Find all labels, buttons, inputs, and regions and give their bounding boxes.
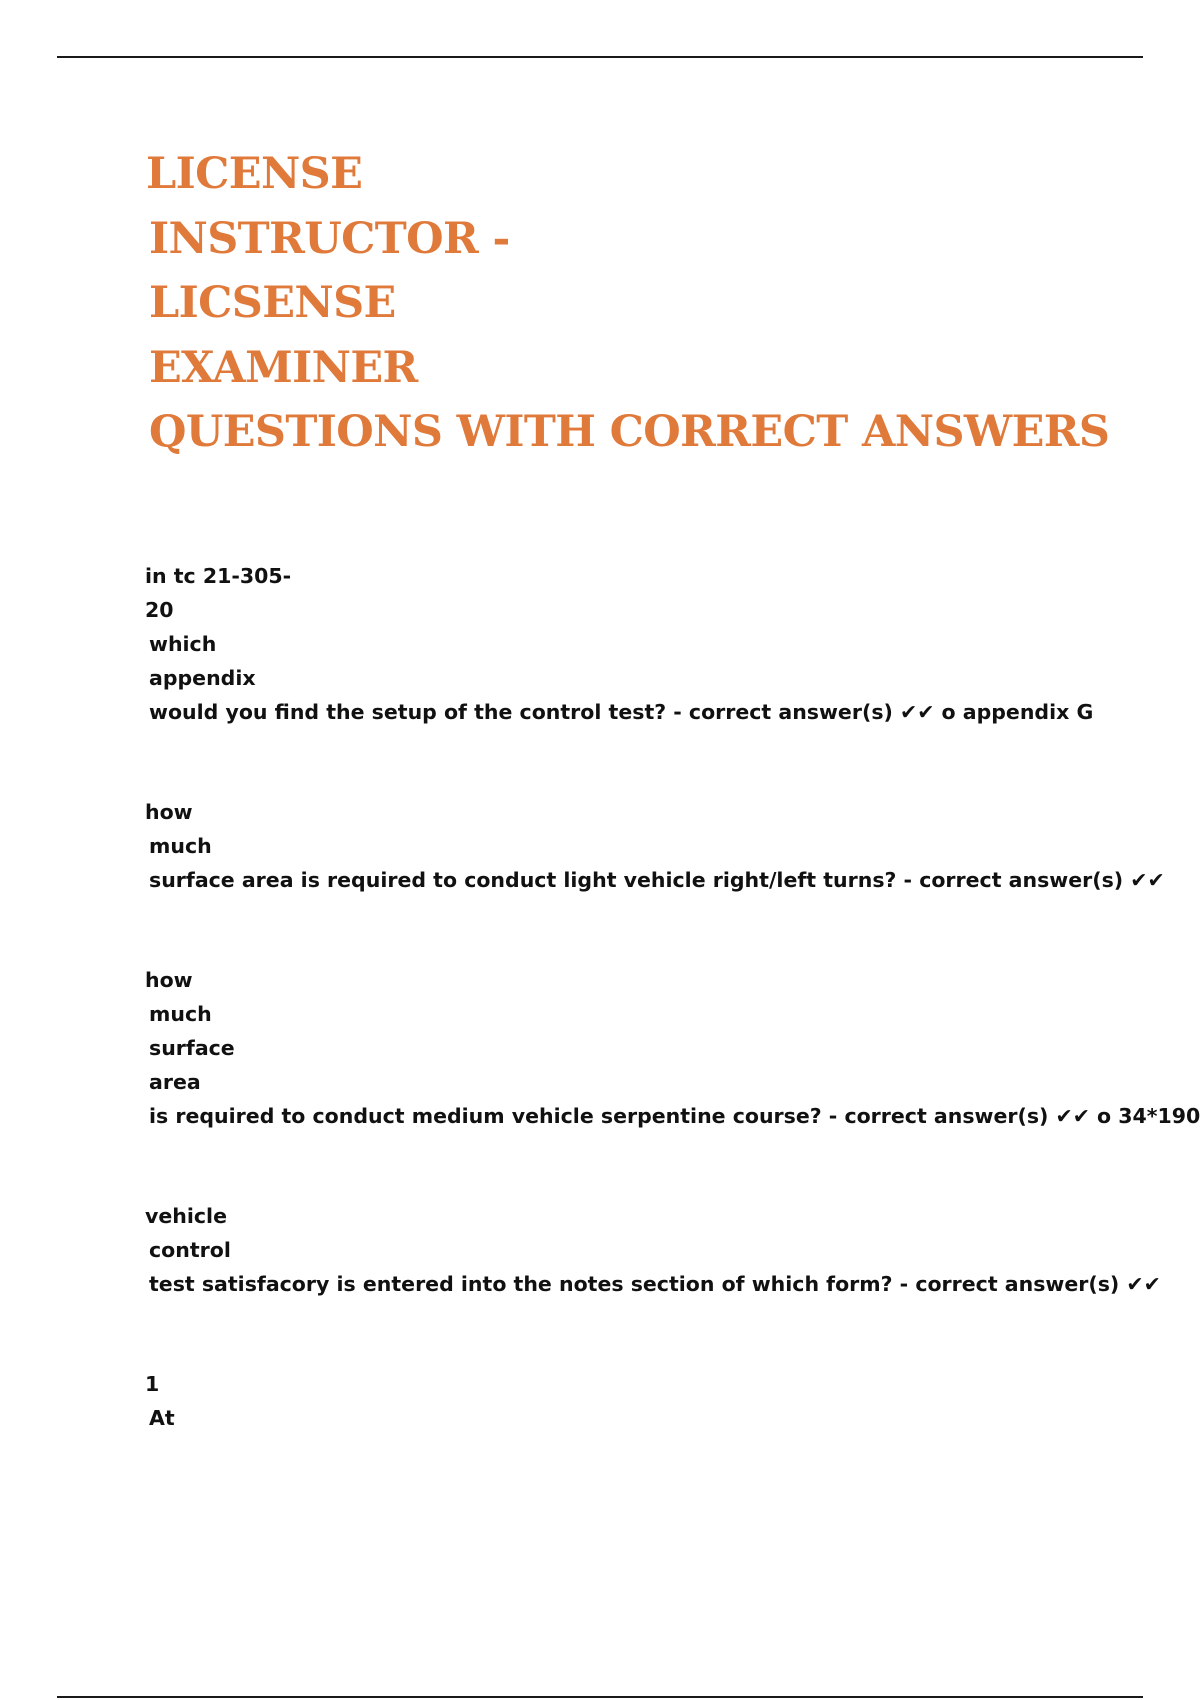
title-line: EXAMINER: [149, 342, 418, 393]
question-line: how: [145, 968, 193, 992]
question-line: At: [149, 1406, 175, 1430]
title-line: LICENSE: [146, 149, 363, 199]
question-block: [145, 1367, 175, 1435]
document-title: [146, 142, 1109, 465]
title-line: LICSENSE: [149, 278, 396, 328]
bottom-rule: [57, 1696, 1143, 1698]
question-line: 1: [145, 1372, 160, 1396]
question-block: [145, 963, 1200, 1133]
top-rule: [57, 56, 1143, 58]
question-answer-line: is required to conduct medium vehicle serpentine course? - correct answer(s) ✔✔ o 34*190: [149, 1104, 1200, 1128]
question-line: area: [149, 1070, 201, 1094]
question-line: much: [149, 834, 212, 858]
question-block: [145, 559, 1093, 729]
title-line: INSTRUCTOR -: [149, 213, 510, 264]
question-line: appendix: [149, 666, 256, 690]
question-line: which: [149, 632, 217, 656]
question-answer-line: surface area is required to conduct light vehicle right/left turns? - correct answer(s) ✔✔: [149, 868, 1165, 892]
question-line: vehicle: [145, 1204, 227, 1228]
question-line: control: [149, 1238, 231, 1262]
question-line: much: [149, 1002, 212, 1026]
question-answer-line: would you find the setup of the control test? - correct answer(s) ✔✔ o appendix G: [149, 700, 1094, 724]
question-answer-line: test satisfacory is entered into the notes section of which form? - correct answer(s) ✔✔: [149, 1272, 1161, 1296]
question-block: [145, 795, 1165, 897]
question-line: how: [145, 800, 193, 824]
title-line: QUESTIONS WITH CORRECT ANSWERS: [149, 407, 1110, 457]
question-line: 20: [145, 598, 174, 622]
question-block: [145, 1199, 1161, 1301]
question-line: in tc 21-305-: [145, 564, 292, 588]
question-line: surface: [149, 1036, 235, 1060]
